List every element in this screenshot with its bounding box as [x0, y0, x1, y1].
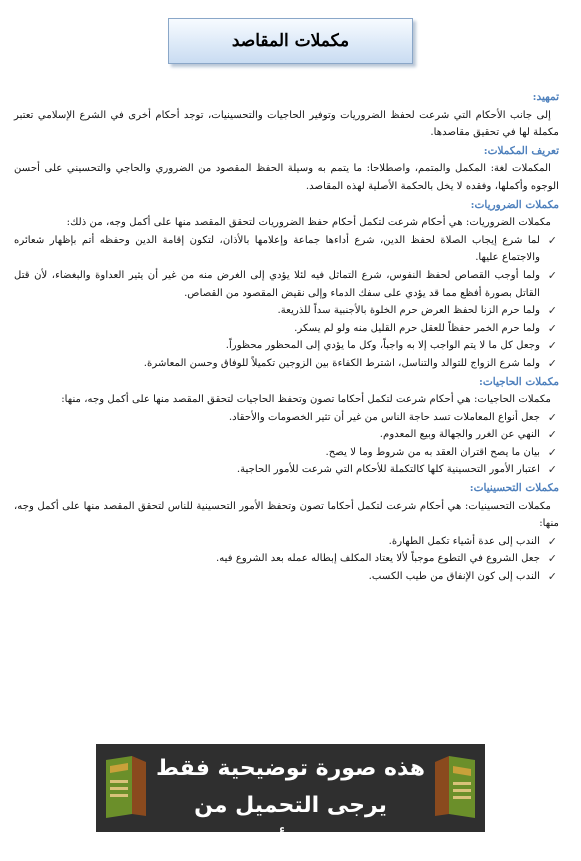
list-item-text: بيان ما يصح اقتران العقد به من شروط وما لا يصح.	[325, 446, 540, 458]
banner-line-2: يرجى التحميل من الرابط أسفله	[194, 793, 387, 855]
definition-paragraph: المكملات لغة: المكمل والمتمم، واصطلاحا: ما يتمم به وسيلة الحفظ المقصود من الضروري والحاجي والتحسيني على أحسن الوجوه وأكملها، وفقده لا يخل بالحكمة الأصلية لهذه المقاصد.	[14, 163, 559, 192]
list-item	[14, 355, 559, 373]
list-item-text: الندب إلى كون الإنفاق من طيب الكسب.	[368, 571, 540, 583]
list-item	[14, 533, 559, 551]
checkmark-icon: ✓	[547, 570, 557, 584]
checkmark-icon: ✓	[547, 445, 557, 459]
list-item	[14, 550, 559, 568]
page-title: مكملات المقاصد	[168, 18, 413, 64]
banner-text	[156, 750, 425, 861]
list-item-text: ولما شرع الزواج للتوالد والتناسل، اشترط الكفاءة بين الزوجين تكميلاً للوفاق وحسن المعاشرة.	[143, 357, 540, 369]
checkmark-icon: ✓	[547, 321, 557, 335]
banner-line-1: هذه صورة توضيحية فقط	[156, 756, 425, 781]
download-banner[interactable]	[96, 744, 485, 855]
list-item	[14, 444, 559, 462]
list-item	[14, 568, 559, 586]
necessities-list	[14, 232, 559, 373]
list-item-text: وجعل كل ما لا يتم الواجب إلا به واجباً، وكل ما يؤدي إلى المحظور محظوراً.	[225, 340, 540, 352]
list-item-text: جعل الشروع في التطوع موجباً لألا يعتاد المكلف إبطاله عمله بعد الشروع فيه.	[215, 553, 540, 565]
checkmark-icon: ✓	[547, 304, 557, 318]
necessities-intro: مكملات الضروريات: هي أحكام شرعت لتكمل أحكام حفظ الضروريات لتحقق المقصد منها على أكمل وجه، من ذلك:	[66, 217, 551, 229]
book-icon	[431, 754, 479, 820]
checkmark-icon: ✓	[547, 233, 557, 247]
section-heading-necessities: مكملات الضروريات:	[470, 198, 559, 211]
list-item	[14, 461, 559, 479]
improvements-intro: مكملات التحسينيات: هي أحكام شرعت لتكمل أحكاما تصون وتحفظ الأمور التحسينية للناس لتحقق المقصد منها على أكمل وجه، منها:	[14, 500, 559, 530]
checkmark-icon: ✓	[547, 356, 557, 370]
checkmark-icon: ✓	[547, 410, 557, 424]
list-item-text: ولما أوجب القصاص لحفظ النفوس، شرع التماثل فيه لئلا يؤدي إلى الغرض منه من غير أن يثير العداوة والبغضاء، لأن قتل القاتل بصورة أفظع مما قد يؤدي على سفك الدماء وإلى نقيض المقصود من القصاص.	[14, 269, 540, 299]
checkmark-icon: ✓	[547, 428, 557, 442]
list-item-text: اعتبار الأمور التحسينية كلها كالتكملة للأحكام التي شرعت للأمور الحاجية.	[236, 464, 540, 476]
list-item-text: جعل أنواع المعاملات تسد حاجة الناس من غير أن تثير الخصومات والأحقاد.	[228, 411, 540, 423]
list-item	[14, 302, 559, 320]
checkmark-icon: ✓	[547, 552, 557, 566]
list-item-text: النهي عن الغرر والجهالة وبيع المعدوم.	[379, 429, 540, 441]
list-item-text: لما شرع إيجاب الصلاة لحفظ الدين، شرع أداءها جماعة وإعلامها بالأذان، لتكون إقامة الدين وحفظه أتم بإظهار شعائره والاجتماع عليها.	[14, 234, 540, 264]
section-heading-definition: تعريف المكملات:	[483, 144, 559, 157]
list-item-text: الندب إلى عدة أشياء تكمل الطهارة.	[388, 535, 540, 547]
intro-paragraph: إلى جانب الأحكام التي شرعت لحفظ الضروريات وتوفير الحاجيات والتحسينيات، توجد أحكام أخرى في الشرع الإسلامي تعتبر مكملة لها في تحقيق مقاصدها.	[14, 109, 559, 139]
checkmark-icon: ✓	[547, 463, 557, 477]
list-item	[14, 426, 559, 444]
document-body	[14, 88, 559, 586]
list-item-text: ولما حرم الخمر حفظاً للعقل حرم القليل منه ولو لم يسكر.	[294, 322, 540, 334]
checkmark-icon: ✓	[547, 339, 557, 353]
needs-list	[14, 409, 559, 479]
checkmark-icon: ✓	[547, 268, 557, 282]
section-heading-improvements: مكملات التحسينيات:	[469, 482, 559, 495]
list-item	[14, 409, 559, 427]
improvements-list	[14, 533, 559, 586]
list-item	[14, 267, 559, 302]
section-heading-needs: مكملات الحاجيات:	[478, 375, 559, 388]
section-heading-intro: تمهيد:	[532, 91, 559, 103]
checkmark-icon: ✓	[547, 534, 557, 548]
list-item	[14, 337, 559, 355]
book-icon	[102, 754, 150, 820]
list-item	[14, 320, 559, 338]
list-item	[14, 232, 559, 267]
list-item-text: ولما حرم الزنا لحفظ العرض حرم الخلوة بالأجنبية سداً للذريعة.	[277, 305, 540, 317]
needs-intro: مكملات الحاجيات: هي أحكام شرعت لتكمل أحكاما تصون وتحفظ الحاجيات لتحقق المقصد منها على أكمل وجه، منها:	[61, 394, 551, 406]
